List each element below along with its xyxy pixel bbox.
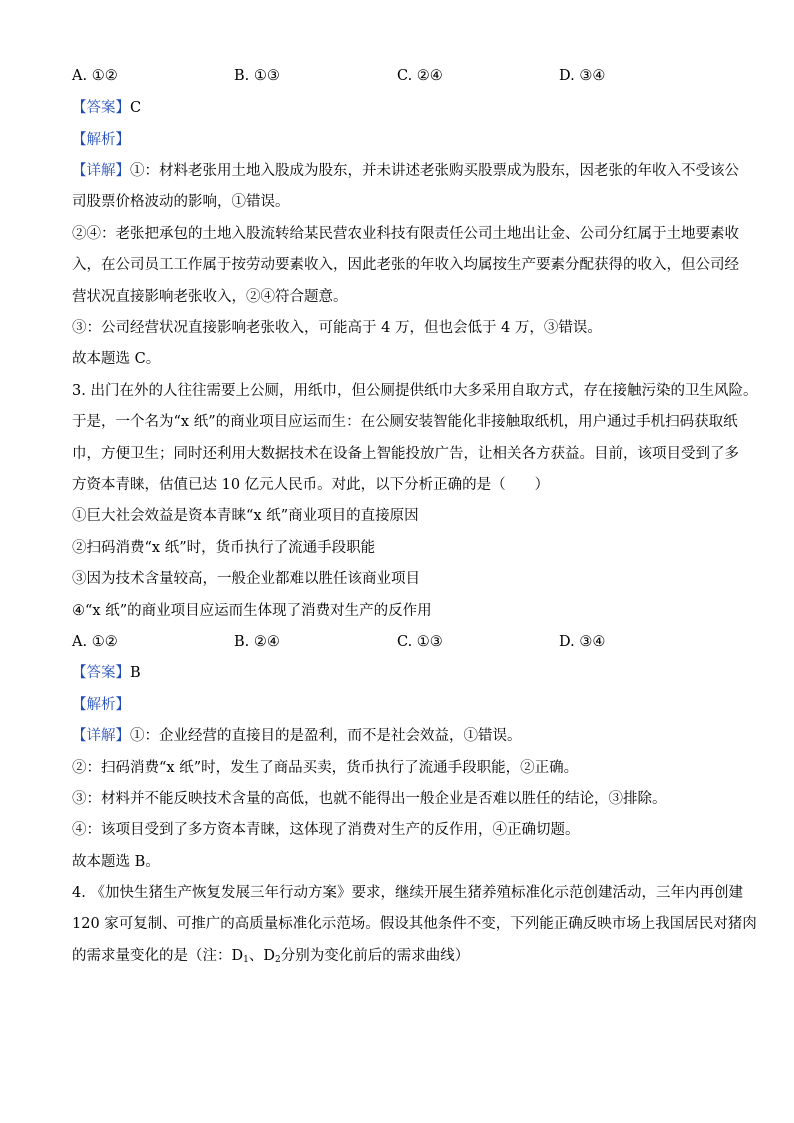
q3-answer-line	[72, 663, 141, 683]
detail-text: ①：材料老张用土地入股成为股东，并未讲述老张购买股票成为股东，因老张的年收入不受该公	[130, 163, 739, 179]
q2-option-b: B. ①③	[234, 68, 280, 84]
q4-separator: 、D	[248, 948, 275, 964]
q3-detail-line-4: ④：该项目受到了多方资本青睐，这体现了消费对生产的反作用，④正确切题。	[72, 822, 580, 838]
q2-detail-line-6: ③：公司经营状况直接影响老张收入，可能高于 4 万，但也会低于 4 万，③错误。	[72, 320, 602, 336]
q2-option-d: D. ③④	[559, 68, 606, 84]
q4-stem-3	[72, 946, 469, 970]
q2-detail-line-4: 入，在公司员工工作属于按劳动要素收入，因此老张的年收入均属按生产要素分配获得的收入，但公司经	[72, 257, 739, 273]
q4-stem-3-suffix: 分别为变化前后的需求曲线）	[280, 948, 470, 964]
q3-stem-3: 巾，方便卫生；同时还利用大数据技术在设备上智能投放广告，让相关各方获益。目前，该项目受到了多	[72, 446, 739, 462]
q3-item-2: ②扫码消费“x 纸”时，货币执行了流通手段职能	[72, 540, 376, 556]
q3-stem-2: 于是，一个名为“x 纸”的商业项目应运而生：在公厕安装智能化非接触取纸机，用户通过手机扫码获取纸	[72, 414, 738, 430]
q2-detail-line-5: 营状况直接影响老张收入，②④符合题意。	[72, 289, 348, 305]
q3-stem-4: 方资本青睐，估值已达 10 亿元人民币。对此，以下分析正确的是（ ）	[72, 477, 550, 493]
q4-stem-1: 4. 《加快生猪生产恢复发展三年行动方案》要求，继续开展生猪养殖标准化示范创建活动，三年内再创建	[72, 885, 743, 901]
detail-text: ①：企业经营的直接目的是盈利，而不是社会效益，①错误。	[130, 728, 522, 744]
q3-detail-line-3: ③：材料并不能反映技术含量的高低，也就不能得出一般企业是否难以胜任的结论，③排除。	[72, 791, 667, 807]
q3-detail-line-1	[72, 726, 522, 746]
q2-conclusion: 故本题选 C。	[72, 351, 161, 367]
q3-item-4: ④“x 纸”的商业项目应运而生体现了消费对生产的反作用	[72, 603, 432, 619]
q3-item-3: ③因为技术含量较高，一般企业都难以胜任该商业项目	[72, 571, 420, 587]
q2-option-a: A. ①②	[72, 68, 118, 84]
q2-detail-line-2: 司股票价格波动的影响，①错误。	[72, 194, 290, 210]
answer-value: B	[130, 665, 141, 681]
q4-stem-2: 120 家可复制、可推广的高质量标准化示范场。假设其他条件不变，下列能正确反映市场上我国居民对猪肉	[72, 916, 757, 932]
answer-value: C	[130, 100, 142, 116]
q3-stem-1: 3. 出门在外的人往往需要上公厕，用纸巾，但公厕提供纸巾大多采用自取方式，存在接触污染的卫生风险。	[72, 383, 758, 399]
q2-detail-line-3: ②④：老张把承包的土地入股流转给某民营农业科技有限责任公司土地出让金、公司分红属于土地要素收	[72, 226, 739, 242]
q3-item-1: ①巨大社会效益是资本青睐“x 纸”商业项目的直接原因	[72, 508, 419, 524]
d2-subscript: 2	[275, 955, 281, 965]
detail-tag: 【详解】	[72, 163, 130, 179]
q3-option-a: A. ①②	[72, 634, 118, 650]
answer-tag: 【答案】	[72, 665, 130, 681]
q4-stem-3-prefix: 的需求量变化的是（注：D	[72, 948, 244, 964]
d1-subscript: 1	[243, 955, 249, 965]
q3-analysis-tag: 【解析】	[72, 697, 130, 713]
q2-analysis-tag: 【解析】	[72, 132, 130, 148]
q3-detail-line-2: ②：扫码消费“x 纸”时，发生了商品买卖，货币执行了流通手段职能，②正确。	[72, 760, 579, 776]
q3-option-d: D. ③④	[559, 634, 606, 650]
q3-option-c: C. ①③	[397, 634, 443, 650]
detail-tag: 【详解】	[72, 728, 130, 744]
q2-detail-line-1	[72, 161, 739, 181]
q2-option-c: C. ②④	[397, 68, 443, 84]
answer-tag: 【答案】	[72, 100, 130, 116]
q2-answer-line	[72, 98, 141, 118]
q3-option-b: B. ②④	[234, 634, 280, 650]
q3-conclusion: 故本题选 B。	[72, 854, 160, 870]
